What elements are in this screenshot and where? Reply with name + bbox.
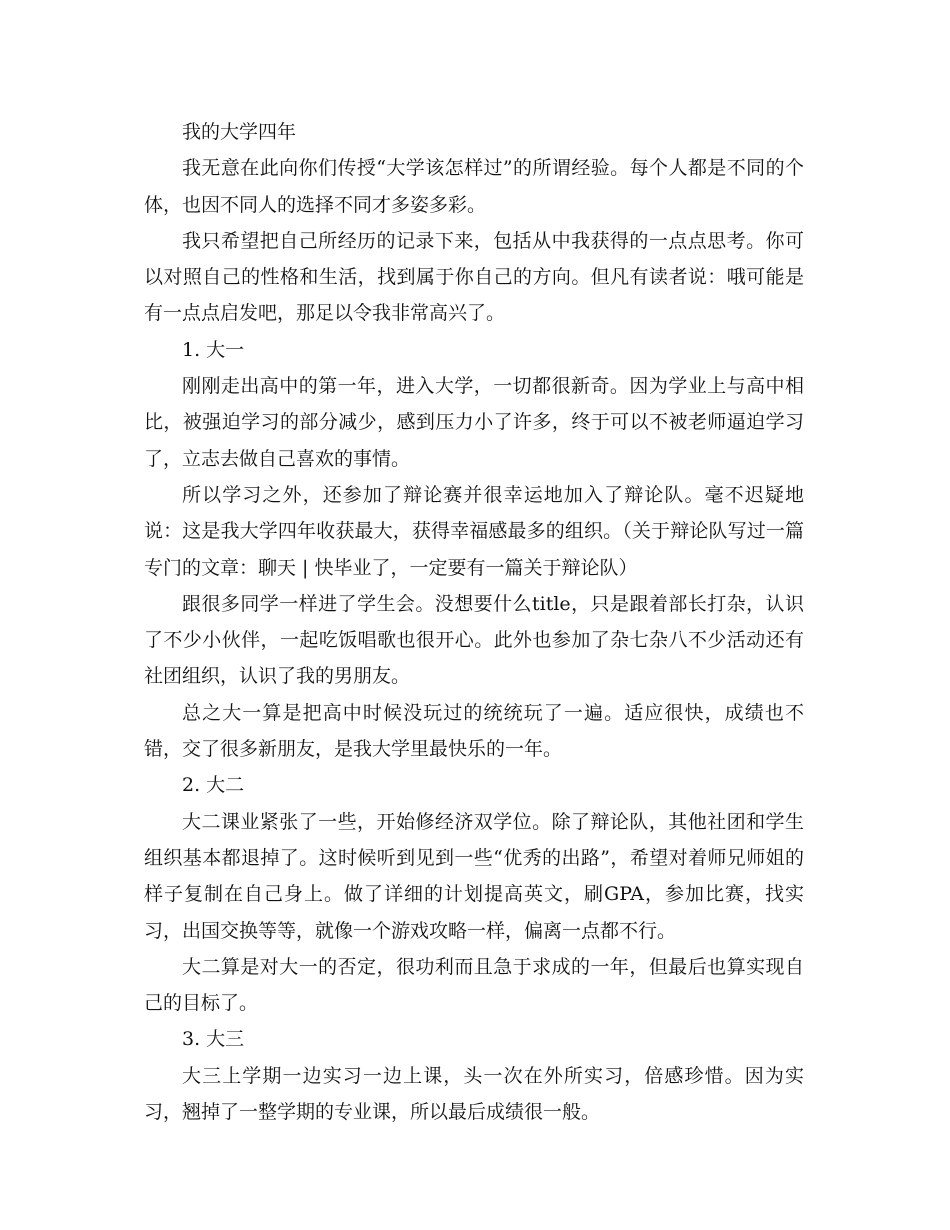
section-heading-year-1: 1. 大一 — [182, 338, 245, 361]
section-heading-year-2: 2. 大二 — [182, 774, 245, 797]
paragraph: 我无意在此向你们传授“大学该怎样过”的所谓经验。每个人都是不同的个体，也因不同人的选择不同才多姿多彩。 — [144, 157, 804, 216]
section-heading-year-3: 3. 大三 — [182, 1028, 245, 1051]
paragraph: 跟很多同学一样进了学生会。没想要什么title，只是跟着部长打杂，认识了不少小伙伴，一起吃饭唱歌也很开心。此外也参加了杂七杂八不少活动还有社团组织，认识了我的男朋友。 — [144, 592, 804, 688]
paragraph: 大二算是对大一的否定，很功利而且急于求成的一年，但最后也算实现自己的目标了。 — [144, 955, 804, 1015]
document-body — [144, 114, 804, 1130]
document-title: 我的大学四年 — [182, 121, 297, 143]
paragraph: 大二课业紧张了一些，开始修经济双学位。除了辩论队，其他社团和学生组织基本都退掉了。这时候听到见到一些“优秀的出路”，希望对着师兄师姐的样子复制在自己身上。做了详细的计划提高英文，刷GPA，参加比赛，找实习，出国交换等等，就像一个游戏攻略一样，偏离一点都不行。 — [144, 810, 804, 942]
paragraph: 刚刚走出高中的第一年，进入大学，一切都很新奇。因为学业上与高中相比，被强迫学习的部分减少，感到压力小了许多，终于可以不被老师逼迫学习了，立志去做自己喜欢的事情。 — [144, 375, 804, 470]
paragraph: 大三上学期一边实习一边上课，头一次在外所实习，倍感珍惜。因为实习，翘掉了一整学期的专业课，所以最后成绩很一般。 — [144, 1064, 804, 1124]
paragraph: 总之大一算是把高中时候没玩过的统统玩了一遍。适应很快，成绩也不错，交了很多新朋友，是我大学里最快乐的一年。 — [144, 701, 804, 761]
paragraph: 我只希望把自己所经历的记录下来，包括从中我获得的一点点思考。你可以对照自己的性格和生活，找到属于你自己的方向。但凡有读者说：哦可能是有一点点启发吧，那足以令我非常高兴了。 — [144, 229, 804, 325]
paragraph: 所以学习之外，还参加了辩论赛并很幸运地加入了辩论队。毫不迟疑地说：这是我大学四年收获最大，获得幸福感最多的组织。（关于辩论队写过一篇专门的文章：聊天 | 快毕业了，一定要有一篇关于辩论队） — [144, 483, 804, 579]
